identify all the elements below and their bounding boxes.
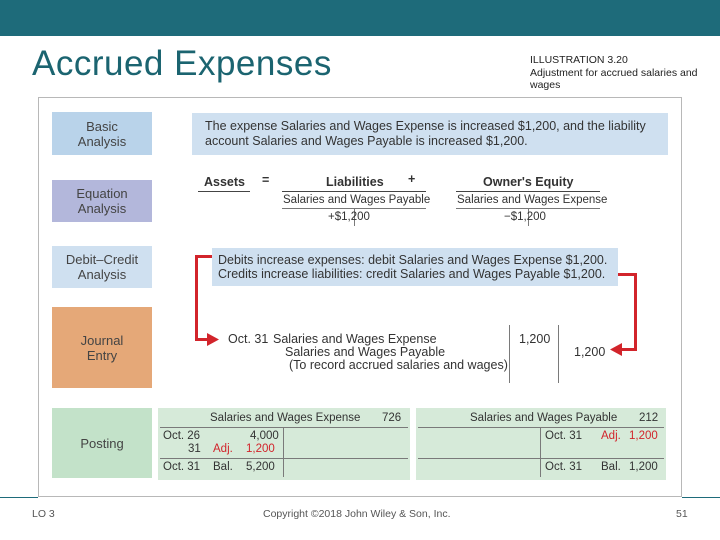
posting-left-row2-label: Adj.: [213, 443, 233, 455]
slide-title: Accrued Expenses: [32, 44, 332, 83]
left-arrowhead-icon: [207, 333, 219, 346]
equation-liab-account: Salaries and Wages Payable: [283, 194, 431, 206]
right-arrowhead-icon: [610, 343, 622, 356]
posting-right-bal-label: Bal.: [601, 461, 621, 473]
posting-left-row1-date: Oct. 26: [163, 430, 201, 442]
footer-line-right: [682, 497, 720, 498]
assets-underline: [198, 191, 250, 192]
posting-right-bal-amount: 1,200: [629, 461, 658, 473]
posting-right-row1-date: Oct. 31: [545, 430, 583, 442]
posting-left-number: 726: [382, 412, 402, 424]
label-journal-entry-text: Journal Entry: [80, 332, 124, 363]
posting-right-row1-amount: 1,200: [629, 430, 658, 442]
equation-assets: Assets: [204, 175, 245, 189]
left-arrow-top: [195, 255, 212, 258]
illustration-caption: [530, 54, 715, 92]
journal-credit-account: Salaries and Wages Payable: [285, 345, 446, 359]
equation-equals: =: [262, 173, 270, 187]
illustration-text: Adjustment for accrued salaries and wages: [530, 66, 698, 91]
basic-analysis-line1: The expense Salaries and Wages Expense is increased $1,200, and the liability: [205, 119, 646, 133]
posting-left-balline: [160, 458, 408, 459]
label-journal-entry: [52, 307, 152, 388]
equation-liabilities: Liabilities: [326, 175, 384, 189]
posting-right-account: Salaries and Wages Payable: [470, 412, 618, 424]
footer-page-number: 51: [676, 508, 688, 520]
label-posting: [52, 408, 152, 478]
label-equation-analysis-text: Equation Analysis: [76, 186, 128, 216]
equation-equity-account: Salaries and Wages Expense: [457, 194, 608, 206]
label-basic-analysis: [52, 112, 152, 155]
right-arrow-bottom: [620, 348, 637, 351]
equity-underline: [456, 191, 600, 192]
posting-right-row1-label: Adj.: [601, 430, 621, 442]
liabilities-underline: [282, 191, 426, 192]
debit-credit-line2: Credits increase liabilities: credit Salaries and Wages Payable $1,200.: [218, 267, 606, 281]
illustration-number: ILLUSTRATION 3.20: [530, 54, 628, 66]
footer-lo: LO 3: [32, 508, 55, 520]
posting-left-bal-date: Oct. 31: [163, 461, 201, 473]
footer-copyright: Copyright ©2018 John Wiley & Son, Inc.: [263, 508, 451, 520]
journal-debit-amount: 1,200: [519, 332, 551, 346]
equation-plus: +: [408, 172, 416, 186]
footer-line-left: [0, 497, 38, 498]
debit-credit-line1: Debits increase expenses: debit Salaries and Wages Expense $1,200.: [218, 253, 608, 267]
posting-left-bal-amount: 5,200: [246, 461, 275, 473]
equation-liab-amount: +$1,200: [328, 211, 370, 223]
posting-left-divider: [283, 427, 284, 477]
right-arrow-vertical: [634, 273, 637, 351]
label-debit-credit-analysis: [52, 246, 152, 288]
equation-equity-amount: −$1,200: [504, 211, 546, 223]
left-arrow-vertical: [195, 255, 198, 340]
posting-right-divider: [540, 427, 541, 477]
journal-credit-amount: 1,200: [574, 345, 606, 359]
label-equation-analysis: [52, 180, 152, 222]
posting-left-bal-label: Bal.: [213, 461, 233, 473]
posting-right-bal-date: Oct. 31: [545, 461, 583, 473]
label-posting-text: Posting: [80, 435, 124, 451]
journal-col-line1: [509, 325, 510, 383]
posting-left-row1-amount: 4,000: [250, 430, 279, 442]
posting-right-number: 212: [639, 412, 659, 424]
journal-date: Oct. 31: [228, 332, 269, 346]
posting-left-row2-date: 31: [188, 443, 201, 455]
posting-right-topline: [418, 427, 664, 428]
posting-left-row2-amount: 1,200: [246, 443, 275, 455]
label-debit-credit-text: Debit–Credit Analysis: [65, 252, 139, 282]
equation-owners-equity: Owner's Equity: [483, 175, 574, 189]
basic-analysis-line2: account Salaries and Wages Payable is increased $1,200.: [205, 134, 528, 148]
posting-right-balline: [418, 458, 664, 459]
journal-explanation: (To record accrued salaries and wages): [289, 358, 508, 372]
posting-left-topline: [160, 427, 408, 428]
posting-left-account: Salaries and Wages Expense: [210, 412, 361, 424]
top-bar: [0, 0, 720, 36]
journal-col-line2: [558, 325, 559, 383]
label-basic-analysis-text: Basic Analysis: [77, 118, 127, 149]
journal-debit-account: Salaries and Wages Expense: [273, 332, 437, 346]
